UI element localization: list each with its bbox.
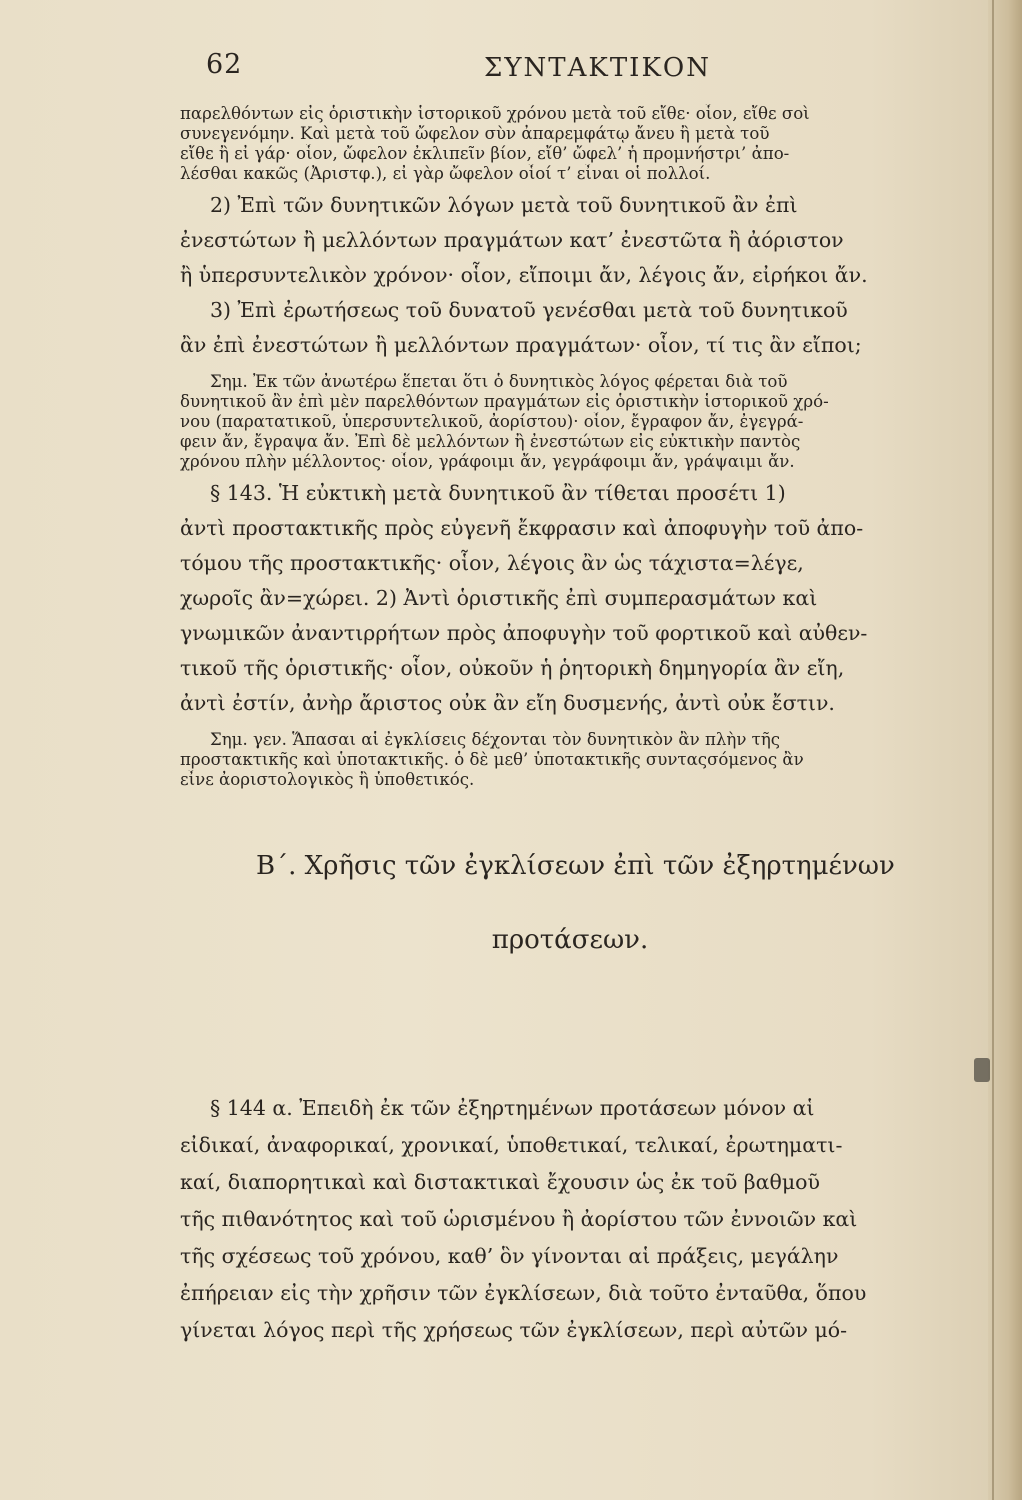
page-number: 62	[206, 49, 243, 80]
text-line: ἀντὶ προστακτικῆς πρὸς εὐγενῆ ἔκφρασιν καὶ ἀποφυγὴν τοῦ ἀπο-	[180, 516, 864, 540]
text-line: Σημ. γεν. Ἅπασαι αἱ ἐγκλίσεις δέχονται τὸν δυνητικὸν ἂν πλὴν τῆς	[210, 730, 781, 749]
heading-line: προτάσεων.	[491, 925, 649, 955]
text-line: προστακτικῆς καὶ ὑποτακτικῆς. ὁ δὲ μεθ’ ὑποτακτικῆς συνταςσόμενος ἂν	[180, 750, 804, 769]
section-143	[180, 476, 940, 721]
page-stain	[974, 1058, 990, 1082]
text-line: ἐπήρειαν εἰς τὴν χρῆσιν τῶν ἐγκλίσεων, διὰ τοῦτο ἐνταῦθα, ὅπου	[180, 1281, 867, 1305]
text-line: παρελθόντων εἰς ὁριστικὴν ἱστορικοῦ χρόνου μετὰ τοῦ εἴθε· οἷον, εἴθε σοὶ	[180, 104, 810, 123]
section-heading	[180, 838, 960, 968]
text-line: τόμου τῆς προστακτικῆς· οἷον, λέγοις ἂν ὡς τάχιστα=λέγε,	[180, 551, 804, 575]
text-line: χωροῖς ἂν=χώρει. 2) Ἀντὶ ὁριστικῆς ἐπὶ συμπερασμάτων καὶ	[180, 586, 818, 610]
text-line: νου (παρατατικοῦ, ὑπερσυντελικοῦ, ἀορίστου)· οἷον, ἔγραφον ἄν, ἐγεγρά-	[180, 412, 804, 431]
text-line: εἴθε ἢ εἰ γάρ· οἷον, ὤφελον ἐκλιπεῖν βίον, εἴθ’ ὤφελ’ ἡ προμνήστρι’ ἀπο-	[180, 144, 790, 163]
text-line: ἂν ἐπὶ ἐνεστώτων ἢ μελλόντων πραγμάτων· οἷον, τί τις ἂν εἴποι;	[180, 333, 862, 357]
text-line: § 144 α. Ἐπειδὴ ἐκ τῶν ἐξηρτημένων προτάσεων μόνον αἱ	[210, 1096, 815, 1120]
text-line: τῆς πιθανότητος καὶ τοῦ ὡρισμένου ἢ ἀορίστου τῶν ἐννοιῶν καὶ	[180, 1207, 858, 1231]
text-line: 3) Ἐπὶ ἐρωτήσεως τοῦ δυνατοῦ γενέσθαι μετὰ τοῦ δυνητικοῦ	[210, 298, 848, 322]
text-line: καί, διαπορητικαὶ καὶ διστακτικαὶ ἔχουσιν ὡς ἐκ τοῦ βαθμοῦ	[180, 1170, 820, 1194]
text-line: συνεγενόμην. Καὶ μετὰ τοῦ ὤφελον σὺν ἀπαρεμφάτῳ ἄνευ ἢ μετὰ τοῦ	[180, 124, 770, 143]
general-note	[180, 730, 940, 790]
text-line: λέσθαι κακῶς (Ἀριστφ.), εἰ γὰρ ὤφελον οἷοί τ’ εἶναι οἱ πολλοί.	[180, 164, 711, 183]
text-line: χρόνου πλὴν μέλλοντος· οἷον, γράφοιμι ἄν, γεγράφοιμι ἄν, γράψαιμι ἄν.	[180, 452, 795, 471]
text-line: εἰδικαί, ἀναφορικαί, χρονικαί, ὑποθετικαί, τελικαί, ἐρωτηματι-	[180, 1133, 843, 1157]
text-line: ἢ ὑπερσυντελικὸν χρόνον· οἷον, εἴποιμι ἄν, λέγοις ἄν, εἰρήκοι ἄν.	[180, 263, 868, 287]
text-line: εἶνε ἀοριστολογικὸς ἢ ὑποθετικός.	[180, 770, 475, 789]
text-line: γνωμικῶν ἀναντιρρήτων πρὸς ἀποφυγὴν τοῦ φορτικοῦ καὶ αὐθεν-	[180, 621, 868, 645]
heading-line: Β΄. Χρῆσις τῶν ἐγκλίσεων ἐπὶ τῶν ἐξηρτημένων	[256, 851, 895, 881]
paragraph-continuation	[180, 104, 940, 184]
page-header	[0, 45, 1022, 85]
gutter-edge	[992, 0, 994, 1500]
text-line: τικοῦ τῆς ὁριστικῆς· οἷον, οὐκοῦν ἡ ῥητορικὴ δημηγορία ἂν εἴη,	[180, 656, 845, 680]
text-line: ἐνεστώτων ἢ μελλόντων πραγμάτων κατ’ ἐνεστῶτα ἢ ἀόριστον	[180, 228, 844, 252]
text-line: γίνεται λόγος περὶ τῆς χρήσεως τῶν ἐγκλίσεων, περὶ αὐτῶν μό-	[180, 1318, 848, 1342]
text-line: τῆς σχέσεως τοῦ χρόνου, καθ’ ὃν γίνονται αἱ πράξεις, μεγάλην	[180, 1244, 839, 1268]
text-line: § 143. Ἡ εὐκτικὴ μετὰ δυνητικοῦ ἂν τίθεται προσέτι 1)	[210, 481, 786, 505]
text-line: Σημ. Ἐκ τῶν ἀνωτέρω ἕπεται ὅτι ὁ δυνητικὸς λόγος φέρεται διὰ τοῦ	[210, 372, 788, 391]
paragraph-points-2-3	[180, 188, 940, 363]
text-line: 2) Ἐπὶ τῶν δυνητικῶν λόγων μετὰ τοῦ δυνητικοῦ ἂν ἐπὶ	[210, 193, 798, 217]
note-paragraph	[180, 372, 940, 472]
running-title: ΣΥΝΤΑΚΤΙΚΟΝ	[484, 53, 711, 83]
text-line: ἀντὶ ἐστίν, ἀνὴρ ἄριστος οὐκ ἂν εἴη δυσμενής, ἀντὶ οὐκ ἔστιν.	[180, 691, 835, 715]
text-line: δυνητικοῦ ἂν ἐπὶ μὲν παρελθόντων πραγμάτων εἰς ὁριστικὴν ἱστορικοῦ χρό-	[180, 392, 829, 411]
section-144	[180, 1090, 940, 1349]
text-line: φειν ἄν, ἔγραψα ἄν. Ἐπὶ δὲ μελλόντων ἢ ἐνεστώτων εἰς εὐκτικὴν παντὸς	[180, 432, 801, 451]
